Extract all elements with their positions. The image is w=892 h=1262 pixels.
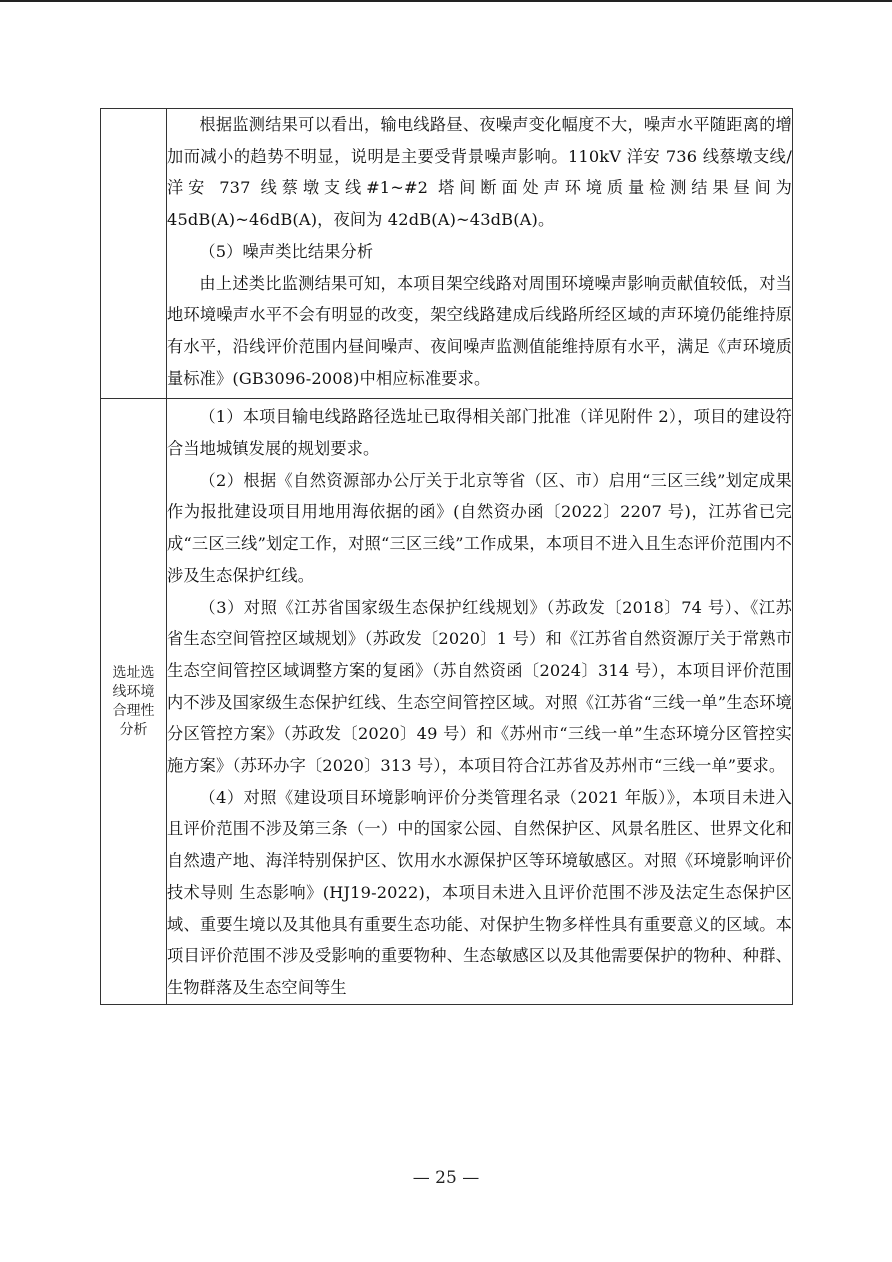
table-row <box>101 109 793 399</box>
row-label-cell <box>101 109 167 399</box>
row-label: 选址选线环境合理性分析 <box>112 664 155 738</box>
paragraph: （3）对照《江苏省国家级生态保护红线规划》（苏政发〔2018〕74 号）、《江苏省生态空间管控区域规划》（苏政发〔2020〕1 号）和《江苏省自然资源厅关于常熟市生态空间管控区域调整方案的复函》（苏自然资函〔2024〕314 号），本项目评价范围内不涉及国家级生态保护红线、生态空间管控区域。对照《江苏省“三线一单”生态环境分区管控方案》（苏政发〔2020〕49 号）和《苏州市“三线一单”生态环境分区管控实施方案》（苏环办字〔2020〕313 号），本项目符合江苏省及苏州市“三线一单”要求。 <box>167 597 792 776</box>
page-number: — 25 — <box>412 1168 480 1188</box>
row-label-cell <box>101 399 167 1004</box>
content-table <box>100 108 793 1005</box>
row-content-cell <box>167 109 793 399</box>
row-content-cell <box>167 399 793 1004</box>
paragraph: 根据监测结果可以看出，输电线路昼、夜噪声变化幅度不大，噪声水平随距离的增加而减小的趋势不明显，说明是主要受背景噪声影响。110kV 洋安 736 线蔡墩支线/洋安 737 线蔡墩支线#1~#2 塔间断面处声环境质量检测结果昼间为 45dB(A)~46dB(A)，夜间为 42dB(A)~43dB(A)。 <box>167 115 792 230</box>
paragraph: （1）本项目输电线路路径选址已取得相关部门批准（详见附件 2），项目的建设符合当地城镇发展的规划要求。 <box>167 407 792 459</box>
table-row <box>101 399 793 1004</box>
paragraph: （2）根据《自然资源部办公厅关于北京等省（区、市）启用“三区三线”划定成果作为报批建设项目用地用海依据的函》(自然资办函〔2022〕2207 号)，江苏省已完成“三区三线”划定工作，对照“三区三线”工作成果，本项目不进入且生态评价范围内不涉及生态保护红线。 <box>167 470 792 585</box>
paragraph: 由上述类比监测结果可知，本项目架空线路对周围环境噪声影响贡献值较低，对当地环境噪声水平不会有明显的改变，架空线路建成后线路所经区域的声环境仍能维持原有水平，沿线评价范围内昼间噪声、夜间噪声监测值能维持原有水平，满足《声环境质量标准》(GB3096-2008)中相应标准要求。 <box>167 273 792 388</box>
paragraph-heading: （5）噪声类比结果分析 <box>199 241 374 261</box>
paragraph: （4）对照《建设项目环境影响评价分类管理名录（2021 年版）》，本项目未进入且评价范围不涉及第三条（一）中的国家公园、自然保护区、风景名胜区、世界文化和自然遗产地、海洋特别保护区、饮用水水源保护区等环境敏感区。对照《环境影响评价技术导则 生态影响》(HJ19-2022)，本项目未进入且评价范围不涉及法定生态保护区域、重要生境以及其他具有重要生态功能、对保护生物多样性具有重要意义的区域。本项目评价范围不涉及受影响的重要物种、生态敏感区以及其他需要保护的物种、种群、生物群落及生态空间等生 <box>167 787 792 997</box>
header-rule <box>0 0 892 2</box>
